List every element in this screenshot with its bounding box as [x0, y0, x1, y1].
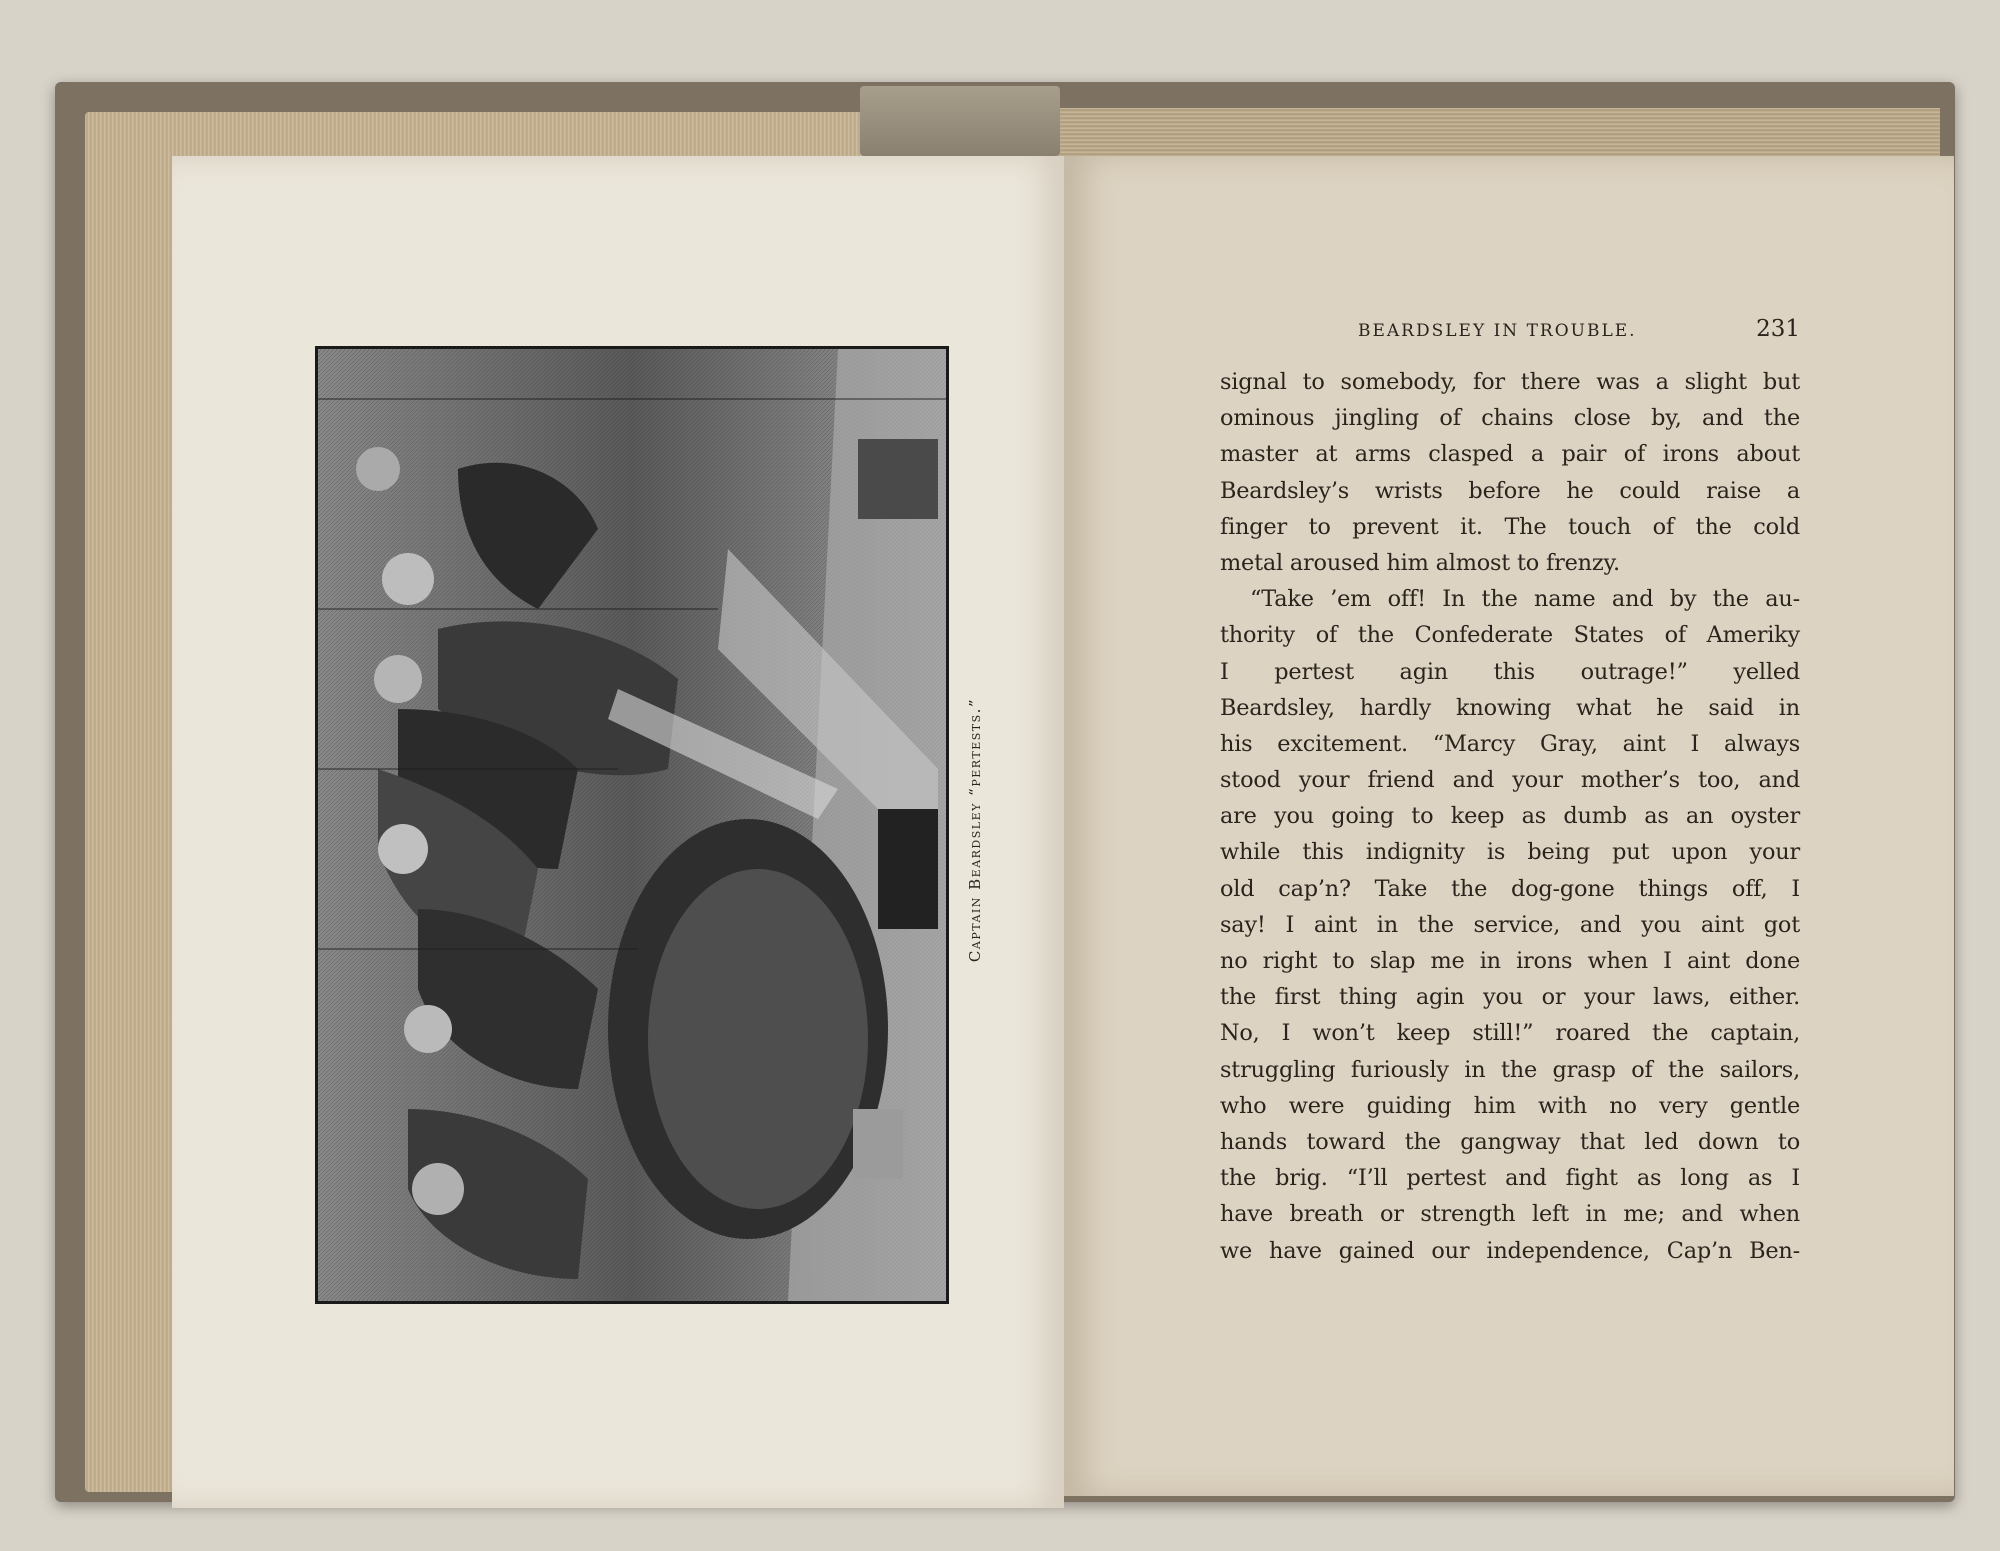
text-line: metal aroused him almost to frenzy.	[1220, 549, 1620, 576]
caption-prefix: Captain Beardsley	[966, 802, 984, 963]
text-line: thority of the Confederate States of Ameriky	[1220, 622, 1800, 649]
text-line: we have gained our independence, Cap’n Ben-	[1220, 1237, 1800, 1264]
text-line: no right to slap me in irons when I aint done	[1220, 948, 1800, 974]
text-line: signal to somebody, for there was a slight but	[1220, 369, 1800, 395]
text-line: who were guiding him with no very gentle	[1220, 1092, 1800, 1119]
running-title: BEARDSLEY IN TROUBLE.	[1358, 321, 1637, 341]
text-line: struggling furiously in the grasp of the sailors,	[1220, 1056, 1800, 1083]
page-number: 231	[1756, 316, 1800, 342]
text-line: the first thing agin you or your laws, either.	[1220, 984, 1800, 1011]
text-line: No, I won’t keep still!” roared the captain,	[1220, 1020, 1800, 1047]
engraving-illustration	[318, 349, 946, 1301]
text-line: stood your friend and your mother’s too, and	[1220, 767, 1800, 794]
text-line: Beardsley’s wrists before he could raise a	[1220, 477, 1800, 504]
text-line: I pertest agin this outrage!” yelled	[1220, 658, 1800, 685]
text-line: “Take ’em off! In the name and by the au-	[1250, 586, 1800, 613]
spine-binding	[860, 86, 1060, 156]
text-line: his excitement. “Marcy Gray, aint I always	[1220, 730, 1800, 757]
text-line: master at arms clasped a pair of irons about	[1220, 441, 1800, 468]
body-text	[1220, 364, 1800, 1269]
text-line: are you going to keep as dumb as an oyster	[1220, 803, 1800, 830]
text-line: say! I aint in the service, and you aint got	[1220, 911, 1800, 938]
text-line: hands toward the gangway that led down to	[1220, 1128, 1800, 1155]
text-line: old cap’n? Take the dog-gone things off, I	[1220, 875, 1800, 902]
text-line: ominous jingling of chains close by, and the	[1220, 405, 1800, 432]
illustration-caption	[966, 698, 984, 962]
caption-quote: “pertests.”	[966, 697, 984, 796]
text-line: Beardsley, hardly knowing what he said in	[1220, 694, 1800, 721]
illustration-plate	[315, 346, 949, 1304]
running-header	[1220, 316, 1800, 342]
text-line: while this indignity is being put upon your	[1220, 839, 1800, 866]
text-line: have breath or strength left in me; and when	[1220, 1201, 1800, 1228]
text-line: finger to prevent it. The touch of the cold	[1220, 513, 1800, 540]
text-line: the brig. “I’ll pertest and fight as long as I	[1220, 1165, 1800, 1192]
